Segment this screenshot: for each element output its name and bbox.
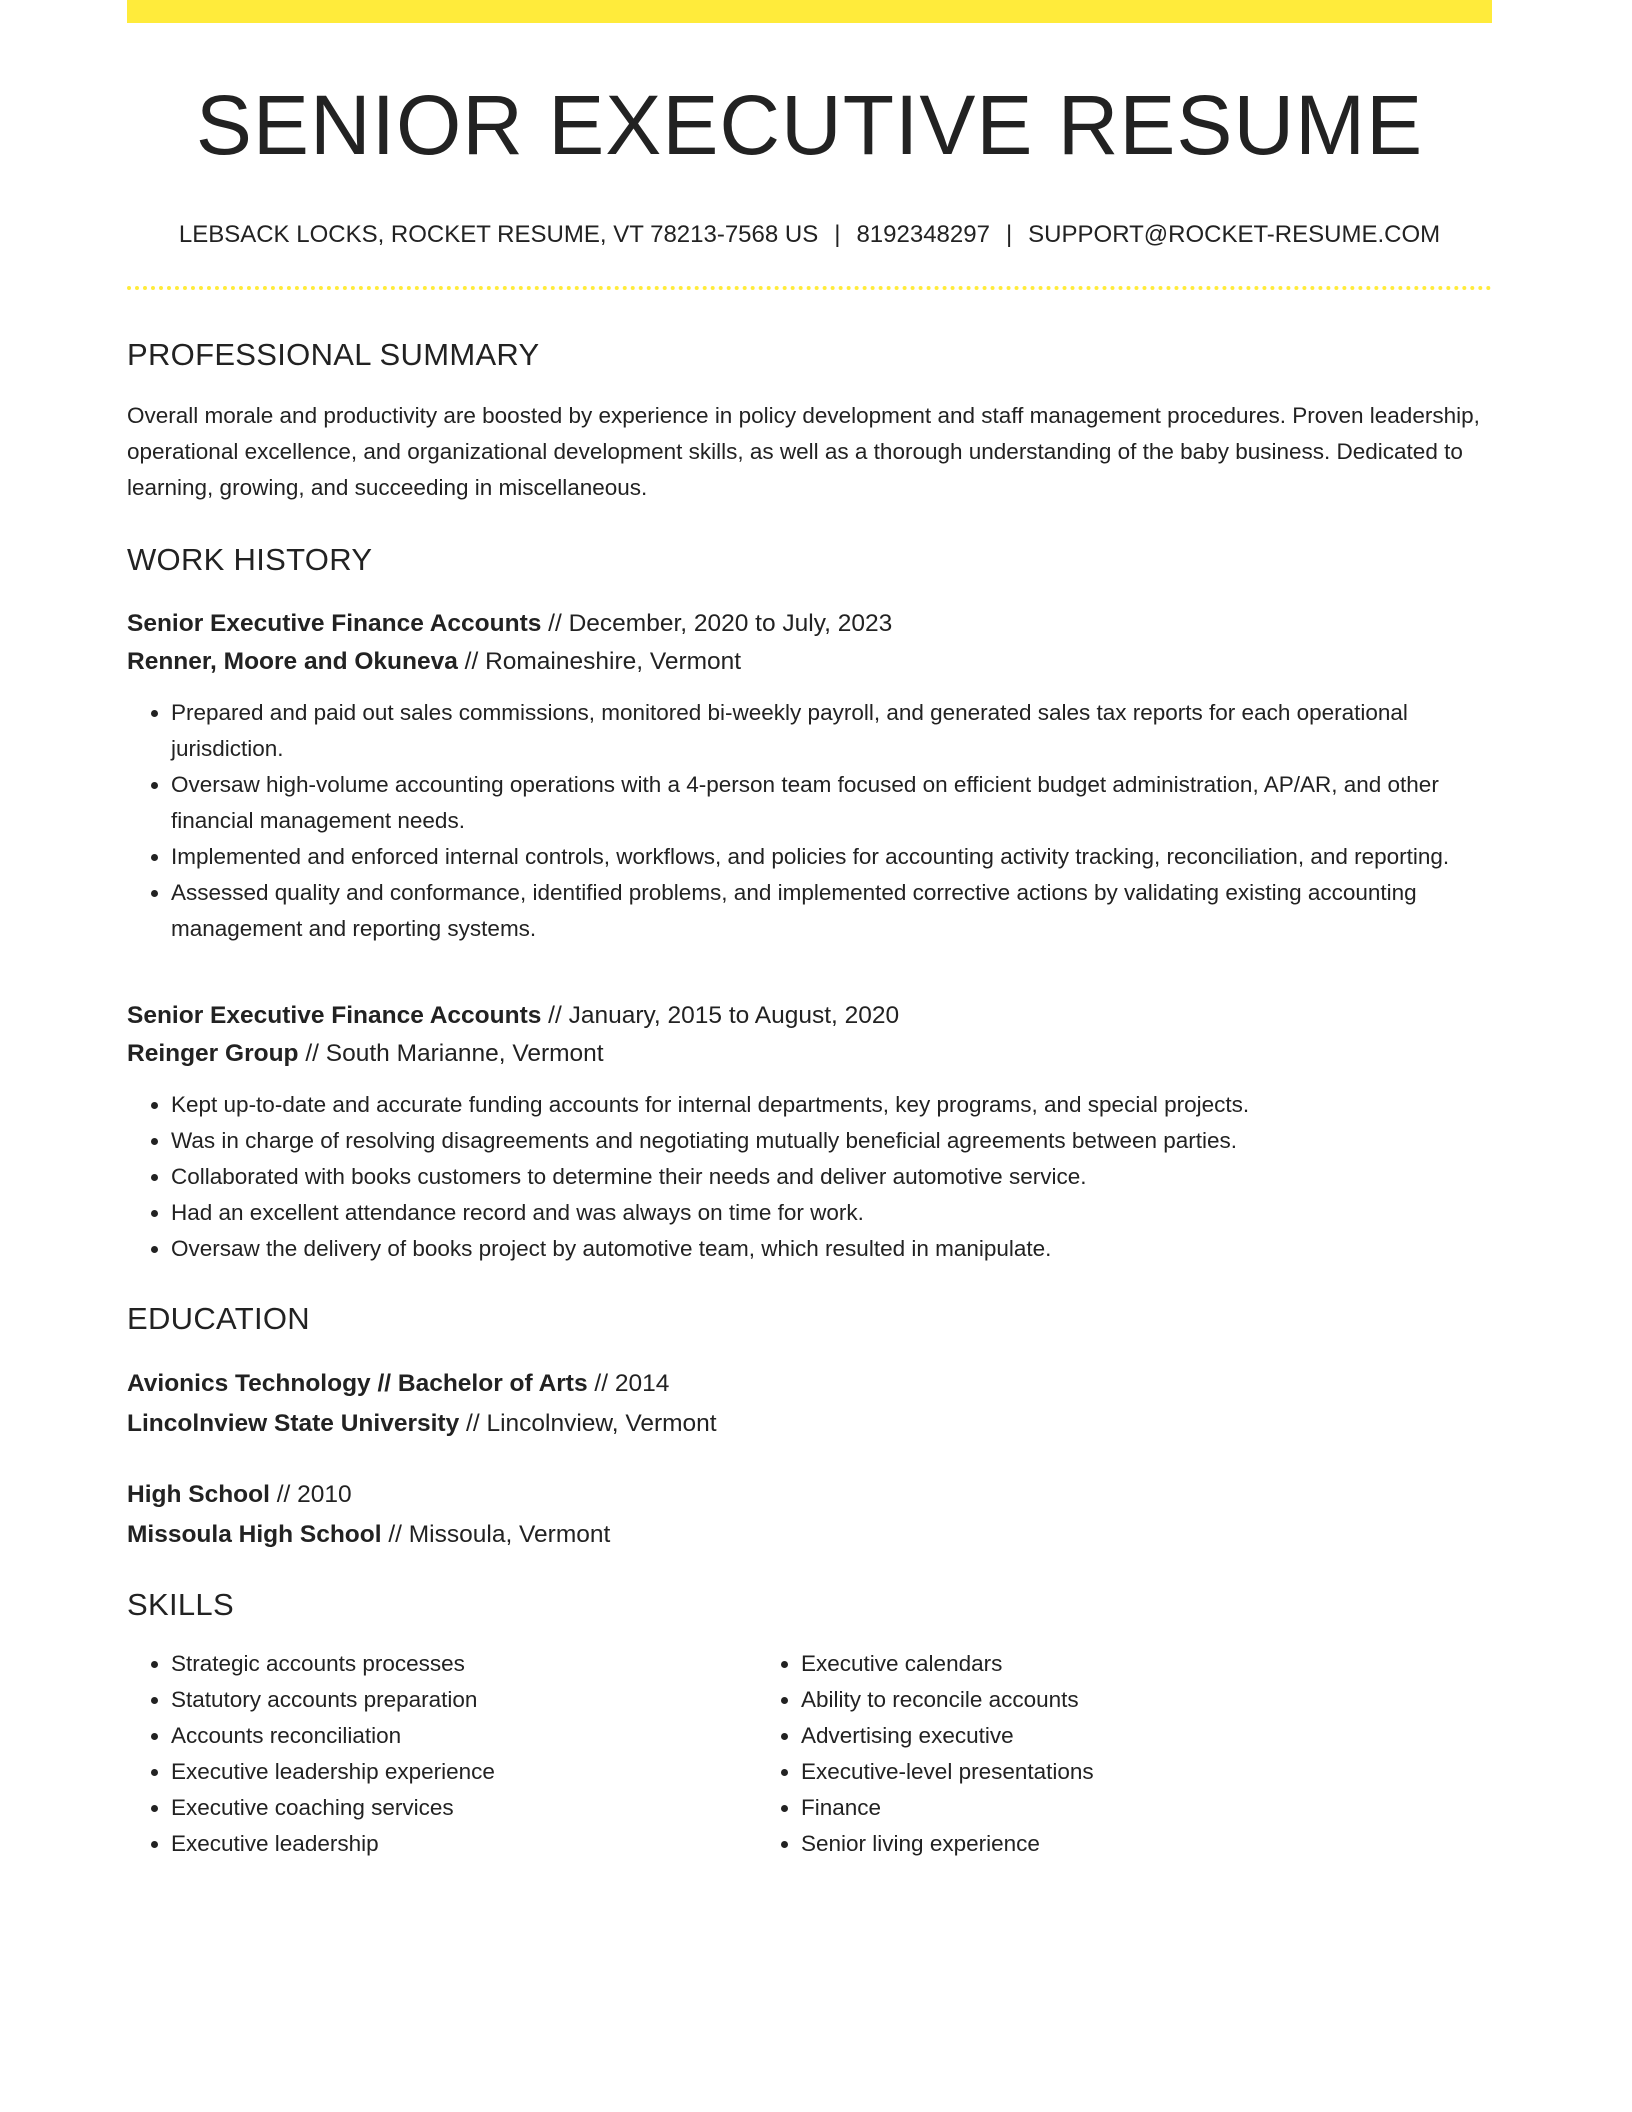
skill-item: • Senior living experience (801, 1826, 1492, 1862)
education-school: Lincolnview State University (127, 1410, 460, 1437)
education-degree-line (127, 1475, 1492, 1515)
job-bullet: • Prepared and paid out sales commissions, monitored bi-weekly payroll, and generated sales tax reports for each operational jurisdiction. (171, 695, 1492, 767)
skills-columns (127, 1646, 1492, 1862)
job-bullet: • Was in charge of resolving disagreements and negotiating mutually beneficial agreements between parties. (171, 1123, 1492, 1159)
resume-title: SENIOR EXECUTIVE RESUME (195, 78, 1424, 172)
education-year: // 2010 (269, 1481, 352, 1508)
job-title-line (127, 997, 1492, 1035)
job-title-line (127, 605, 1492, 643)
job-location: // South Marianne, Vermont (298, 1040, 604, 1067)
resume-page (127, 0, 1492, 1862)
job-bullet: • Oversaw high-volume accounting operations with a 4-person team focused on efficient budget administration, AP/AR, and other financial management needs. (171, 767, 1492, 839)
skills-column-right (757, 1646, 1492, 1862)
education-school-line (127, 1515, 1492, 1555)
skill-item: • Ability to reconcile accounts (801, 1682, 1492, 1718)
job-location: // Romaineshire, Vermont (457, 648, 742, 675)
education-degree: Avionics Technology // Bachelor of Arts (127, 1370, 588, 1397)
job-bullet: • Collaborated with books customers to determine their needs and deliver automotive service. (171, 1159, 1492, 1195)
skill-item: • Statutory accounts preparation (171, 1682, 757, 1718)
job-bullet: • Kept up-to-date and accurate funding accounts for internal departments, key programs, and special projects. (171, 1087, 1492, 1123)
job-entry (127, 997, 1492, 1267)
job-entry (127, 605, 1492, 947)
job-title: Senior Executive Finance Accounts (127, 610, 542, 637)
contact-separator: | (834, 221, 841, 248)
job-company: Reinger Group (127, 1040, 299, 1067)
job-bullets (127, 695, 1492, 947)
dotted-divider (127, 286, 1492, 290)
job-dates: // December, 2020 to July, 2023 (541, 610, 893, 637)
job-dates: // January, 2015 to August, 2020 (541, 1002, 900, 1029)
skill-item: • Executive leadership (171, 1826, 757, 1862)
job-bullet: • Implemented and enforced internal controls, workflows, and policies for accounting activity tracking, reconciliation, and reporting. (171, 839, 1492, 875)
summary-heading: PROFESSIONAL SUMMARY (127, 337, 540, 372)
job-bullets (127, 1087, 1492, 1267)
skill-item: • Advertising executive (801, 1718, 1492, 1754)
education-location: // Missoula, Vermont (381, 1521, 611, 1548)
education-school-line (127, 1404, 1492, 1444)
education-location: // Lincolnview, Vermont (459, 1410, 717, 1437)
contact-address: LEBSACK LOCKS, ROCKET RESUME, VT 78213-7568 US (178, 221, 819, 248)
education-entry (127, 1364, 1492, 1444)
summary-text: Overall morale and productivity are boosted by experience in policy development and staff management procedures. Proven leadership, operational excellence, and organizational development skills, as well as a thorough understanding of the baby business. Dedicated to learning, growing, and succeeding in miscellaneous. (127, 403, 1480, 500)
education-school: Missoula High School (127, 1521, 382, 1548)
education-heading: EDUCATION (127, 1301, 310, 1336)
job-bullet: • Assessed quality and conformance, identified problems, and implemented corrective actions by validating existing accounting management and reporting systems. (171, 875, 1492, 947)
skills-heading: SKILLS (127, 1587, 234, 1622)
job-company-line (127, 1035, 1492, 1073)
contact-separator: | (1005, 221, 1013, 248)
job-company-line (127, 643, 1492, 681)
job-bullet: • Oversaw the delivery of books project by automotive team, which resulted in manipulate. (171, 1231, 1492, 1267)
job-company: Renner, Moore and Okuneva (127, 648, 458, 675)
skill-item: • Finance (801, 1790, 1492, 1826)
skills-list (127, 1646, 757, 1862)
skill-item: • Accounts reconciliation (171, 1718, 757, 1754)
contact-email: SUPPORT@ROCKET-RESUME.COM (1028, 221, 1441, 248)
contact-line (127, 223, 1492, 247)
contact-phone: 8192348297 (856, 221, 990, 248)
skill-item: • Executive leadership experience (171, 1754, 757, 1790)
skill-item: • Executive-level presentations (801, 1754, 1492, 1790)
education-degree: High School (127, 1481, 270, 1508)
work-history-heading: WORK HISTORY (127, 542, 373, 577)
skill-item: • Strategic accounts processes (171, 1646, 757, 1682)
skill-item: • Executive calendars (801, 1646, 1492, 1682)
job-bullet: • Had an excellent attendance record and was always on time for work. (171, 1195, 1492, 1231)
skill-item: • Executive coaching services (171, 1790, 757, 1826)
skills-column-left (127, 1646, 757, 1862)
education-year: // 2014 (587, 1370, 670, 1397)
education-degree-line (127, 1364, 1492, 1404)
top-accent-bar (127, 0, 1492, 23)
education-entry (127, 1475, 1492, 1555)
job-title: Senior Executive Finance Accounts (127, 1002, 542, 1029)
skills-list (757, 1646, 1492, 1862)
